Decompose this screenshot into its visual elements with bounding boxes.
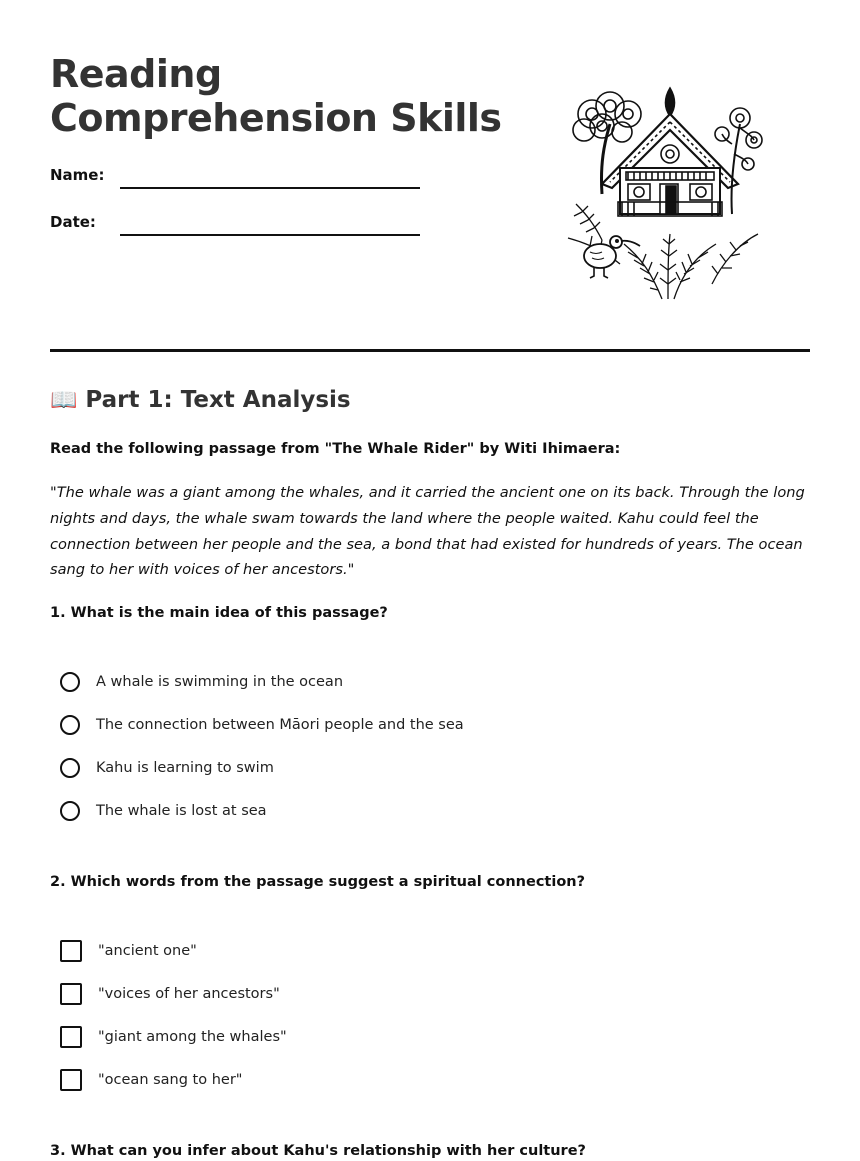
radio-button-icon[interactable]: [60, 715, 80, 735]
question-2: 2. Which words from the passage suggest a spiritual connection?: [50, 874, 586, 890]
q2-option-c[interactable]: [60, 1025, 287, 1049]
q1-option-d-label: The whale is lost at sea: [96, 803, 267, 819]
title-line-2: Comprehension Skills: [50, 96, 502, 140]
q2-option-a-label: "ancient one": [98, 943, 197, 959]
maori-meeting-house-illustration: [562, 84, 772, 304]
q1-option-c-label: Kahu is learning to swim: [96, 760, 274, 776]
date-label: Date:: [50, 213, 96, 231]
name-label: Name:: [50, 166, 105, 184]
title-line-1: Reading: [50, 52, 222, 96]
radio-button-icon[interactable]: [60, 672, 80, 692]
worksheet-title: [50, 52, 502, 140]
q1-option-b-label: The connection between Māori people and the sea: [96, 717, 464, 733]
q2-option-b-label: "voices of her ancestors": [98, 986, 280, 1002]
q2-option-b[interactable]: [60, 982, 280, 1006]
q1-option-a-label: A whale is swimming in the ocean: [96, 674, 344, 690]
checkbox-icon[interactable]: [60, 1069, 82, 1091]
part1-heading-text: Part 1: Text Analysis: [85, 387, 351, 413]
checkbox-icon[interactable]: [60, 940, 82, 962]
section-divider: [50, 349, 810, 352]
q2-option-d[interactable]: [60, 1068, 242, 1092]
q1-option-b[interactable]: [60, 713, 464, 737]
part1-heading: [50, 387, 351, 413]
passage-quote: "The whale was a giant among the whales, and it carried the ancient one on its back. Through the long nights and days, the whale swam towards the land where the people waited. Kahu could feel the connection between her people and the sea, a bond that had existed for hundreds of years. The ocean sang to her with voices of her ancestors.": [50, 484, 805, 579]
radio-button-icon[interactable]: [60, 758, 80, 778]
q1-option-a[interactable]: [60, 670, 343, 694]
passage-instruction: Read the following passage from "The Whale Rider" by Witi Ihimaera:: [50, 441, 621, 457]
checkbox-icon[interactable]: [60, 983, 82, 1005]
name-field-line[interactable]: [120, 187, 420, 189]
q2-option-a[interactable]: [60, 939, 197, 963]
open-book-icon: 📖: [50, 388, 78, 413]
q2-option-d-label: "ocean sang to her": [98, 1072, 243, 1088]
q2-option-c-label: "giant among the whales": [98, 1029, 287, 1045]
date-field-line[interactable]: [120, 234, 420, 236]
q1-option-c[interactable]: [60, 756, 274, 780]
q1-option-d[interactable]: [60, 799, 267, 823]
radio-button-icon[interactable]: [60, 801, 80, 821]
question-3: 3. What can you infer about Kahu's relationship with her culture?: [50, 1143, 586, 1159]
question-1: 1. What is the main idea of this passage?: [50, 605, 388, 621]
checkbox-icon[interactable]: [60, 1026, 82, 1048]
